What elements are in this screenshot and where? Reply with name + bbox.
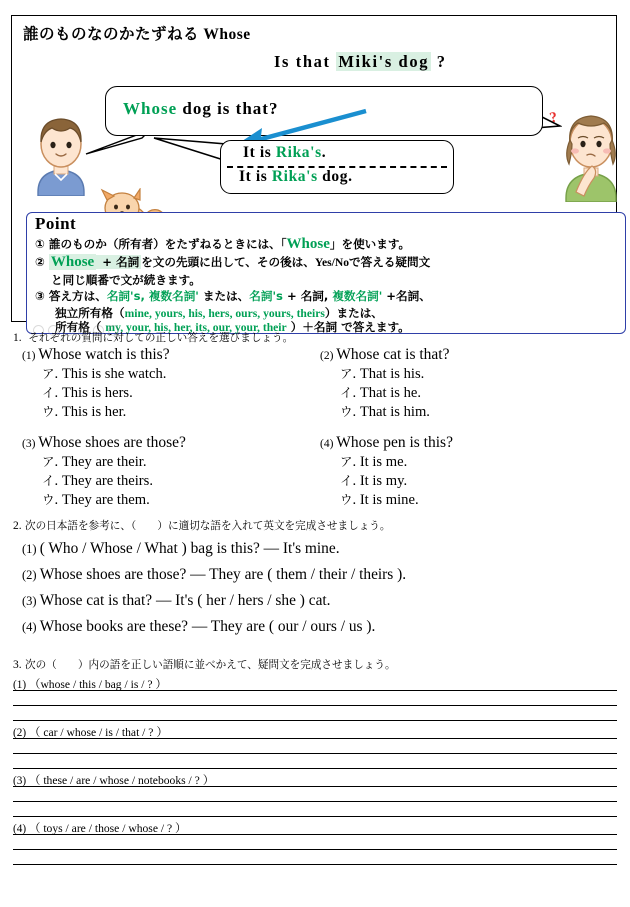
answer-line-1-pre: It is — [243, 144, 276, 161]
item-number: (2) — [22, 568, 40, 582]
item-words: （ toys / are / those / whose / ? ） — [28, 822, 187, 835]
p2-seg-3: を文の先頭に出して、その後は、 — [141, 255, 315, 269]
p4-seg-1: 名詞's, 複数名詞' — [106, 289, 199, 303]
option-label: ウ — [340, 404, 353, 419]
question-text: Whose pen is this? — [336, 434, 453, 451]
item-number: (1) — [22, 542, 40, 556]
item-words: （ car / whose / is / that / ? ） — [28, 726, 168, 739]
p5-seg-2: ）または、 — [324, 306, 383, 320]
answer-write-line[interactable] — [13, 738, 617, 739]
point-line-4 — [35, 288, 431, 304]
p4-seg-2: または、 — [198, 289, 250, 303]
option-label: ウ — [42, 492, 55, 507]
example-sentence — [274, 52, 447, 72]
exercise-1-number: 1. — [13, 332, 22, 344]
p5-seg-1: mine, yours, his, hers, ours, yours, theirs — [124, 307, 325, 320]
point-line-2 — [35, 254, 430, 271]
answer-line-2-keyword: Rika's — [271, 168, 318, 185]
answer-write-line[interactable] — [13, 690, 617, 691]
exercise-3-heading — [13, 657, 396, 672]
p6-seg-2: ）＋名詞 で答えます。 — [286, 320, 410, 334]
p6-seg-0: 所有格（ — [55, 320, 106, 334]
option-text: . They are their. — [54, 454, 147, 470]
example-sentence-post: ? — [431, 52, 447, 71]
answer-option[interactable] — [42, 490, 186, 509]
point-box — [26, 212, 626, 334]
option-text: . That is his. — [352, 366, 425, 382]
answer-write-line[interactable] — [13, 849, 617, 850]
option-text: . This is her. — [54, 404, 127, 420]
option-label: ア — [42, 454, 55, 469]
answer-line-1-keyword: Rika's — [275, 144, 322, 161]
point-heading: Point — [35, 214, 77, 233]
example-sentence-highlight: Miki's dog — [338, 52, 430, 71]
fill-blank-item[interactable] — [22, 592, 331, 610]
option-label: ウ — [42, 404, 55, 419]
answer-write-line[interactable] — [13, 834, 617, 835]
example-sentence-pre: Is that — [274, 52, 337, 71]
question-number: (1) — [22, 350, 39, 362]
p1-seg-2: 」を使います。 — [329, 237, 411, 251]
p4-seg-0: ③ 答え方は、 — [35, 289, 107, 303]
bubble-question-keyword: Whose — [123, 99, 178, 118]
option-text: . It is me. — [352, 454, 408, 470]
answer-write-line[interactable] — [13, 720, 617, 721]
question-prompt — [22, 346, 170, 364]
page-title-en: Whose — [203, 26, 251, 43]
item-words: （whose / this / bag / is / ? ） — [28, 678, 167, 691]
option-text: . It is my. — [352, 473, 408, 489]
answer-write-line[interactable] — [13, 786, 617, 787]
answer-write-line[interactable] — [13, 801, 617, 802]
exercise-3-number: 3. — [13, 659, 22, 671]
option-label: イ — [42, 473, 55, 488]
answer-write-line[interactable] — [13, 816, 617, 817]
question-mark-icon: ? — [548, 109, 559, 127]
answer-option[interactable] — [42, 402, 170, 421]
question-block — [320, 346, 450, 421]
question-block — [320, 434, 453, 509]
answer-option[interactable] — [42, 452, 186, 471]
exercise-2-heading — [13, 518, 390, 533]
option-text: . This is she watch. — [54, 366, 167, 382]
exercise-1-heading — [13, 330, 293, 345]
option-label: ア — [340, 454, 353, 469]
option-text: . That is him. — [352, 404, 430, 420]
point-line-3 — [51, 272, 201, 288]
item-text: ( Who / Whose / What ) bag is this? ― It's mine. — [39, 540, 340, 557]
option-text: . They are theirs. — [54, 473, 153, 489]
option-label: イ — [42, 385, 55, 400]
question-prompt — [320, 434, 453, 452]
fill-blank-item[interactable] — [22, 566, 406, 584]
answer-write-line[interactable] — [13, 864, 617, 865]
item-text: Whose cat is that? ― It's ( her / hers / she ) cat. — [39, 592, 331, 609]
p1-seg-0: ① 誰のものか（所有者）をたずねるときには、「 — [35, 237, 287, 251]
answer-option[interactable] — [42, 383, 170, 402]
answer-option[interactable] — [340, 402, 450, 421]
speech-bubble-answer — [220, 140, 454, 194]
p2-seg-0: ② — [35, 255, 49, 269]
answer-line-2-post: dog. — [317, 168, 353, 185]
item-text: Whose books are these? ― They are ( our / ours / us ). — [39, 618, 376, 635]
option-text: . They are them. — [54, 492, 150, 508]
item-text: Whose shoes are those? ― They are ( them / their / theirs ). — [39, 566, 407, 583]
item-number: (4) — [22, 620, 40, 634]
question-block — [22, 434, 186, 509]
bubble-question-rest: dog is that? — [177, 99, 279, 118]
item-number: (3) — [22, 594, 40, 608]
p2-seg-1: Whose — [50, 254, 95, 270]
answer-option[interactable] — [340, 364, 450, 383]
illustration-area — [12, 48, 616, 213]
p2-seg-4: Yes/No — [314, 256, 350, 269]
p4-seg-6: +名詞、 — [382, 289, 431, 303]
p4-seg-3: 名詞's — [249, 289, 283, 303]
item-number: (2) — [13, 727, 29, 739]
p5-seg-0: 独立所有格（ — [55, 306, 125, 320]
answer-option[interactable] — [340, 452, 453, 471]
answer-option[interactable] — [42, 364, 170, 383]
page-title — [23, 22, 251, 44]
p3-seg-0: と同じ順番で文が続きます。 — [51, 273, 201, 287]
question-prompt — [22, 434, 186, 452]
fill-blank-item[interactable] — [22, 618, 375, 636]
item-words: （ these / are / whose / notebooks / ? ） — [28, 774, 215, 787]
exercise-2-number: 2. — [13, 520, 22, 532]
question-block — [22, 346, 170, 421]
question-number: (3) — [22, 438, 39, 450]
answer-option[interactable] — [340, 383, 450, 402]
answer-write-line[interactable] — [13, 753, 617, 754]
exercise-2-instruction: 次の日本語を参考に、（ ）に適切な語を入れて英文を完成させましょう。 — [25, 520, 391, 532]
item-number: (4) — [13, 823, 29, 835]
girl-character — [558, 110, 624, 202]
item-number: (3) — [13, 775, 29, 787]
option-text: . It is mine. — [352, 492, 419, 508]
page-title-ja: 誰のものなのかたずねる — [23, 25, 200, 43]
item-number: (1) — [13, 679, 29, 691]
fill-blank-item[interactable] — [22, 540, 340, 558]
answer-option[interactable] — [42, 471, 186, 490]
option-label: イ — [340, 473, 353, 488]
p2-seg-2: + 名詞 — [98, 255, 140, 269]
exercise-1-instruction: それぞれの質問に対しての正しい答えを選びましょう。 — [28, 332, 294, 344]
question-text: Whose watch is this? — [38, 346, 170, 363]
p2-seg-5: で答える疑問文 — [349, 255, 431, 269]
answer-write-line[interactable] — [13, 705, 617, 706]
option-text: . This is hers. — [54, 385, 133, 401]
question-text: Whose cat is that? — [336, 346, 450, 363]
exercise-3-instruction: 次の（ ）内の語を正しい語順に並べかえて、疑問文を完成させましょう。 — [25, 659, 396, 671]
option-label: ア — [340, 366, 353, 381]
p4-seg-5: 複数名詞' — [332, 289, 383, 303]
point-line-1 — [35, 236, 410, 253]
question-prompt — [320, 346, 450, 364]
question-number: (4) — [320, 438, 337, 450]
answer-line-1-post: . — [321, 144, 327, 161]
answer-option[interactable] — [340, 490, 453, 509]
p1-seg-1: Whose — [286, 236, 330, 252]
answer-option[interactable] — [340, 471, 453, 490]
answer-line-2 — [239, 168, 353, 186]
question-text: Whose shoes are those? — [38, 434, 186, 451]
p4-seg-4: + 名詞, — [282, 289, 333, 303]
option-text: . That is he. — [352, 385, 422, 401]
p6-seg-1: my, your, his, her, its, our, your, their — [105, 321, 287, 334]
answer-line-2-pre: It is — [239, 168, 272, 185]
option-label: イ — [340, 385, 353, 400]
option-label: ア — [42, 366, 55, 381]
lesson-panel — [11, 15, 617, 334]
question-number: (2) — [320, 350, 337, 362]
option-label: ウ — [340, 492, 353, 507]
answer-write-line[interactable] — [13, 768, 617, 769]
answer-line-1 — [243, 144, 326, 162]
